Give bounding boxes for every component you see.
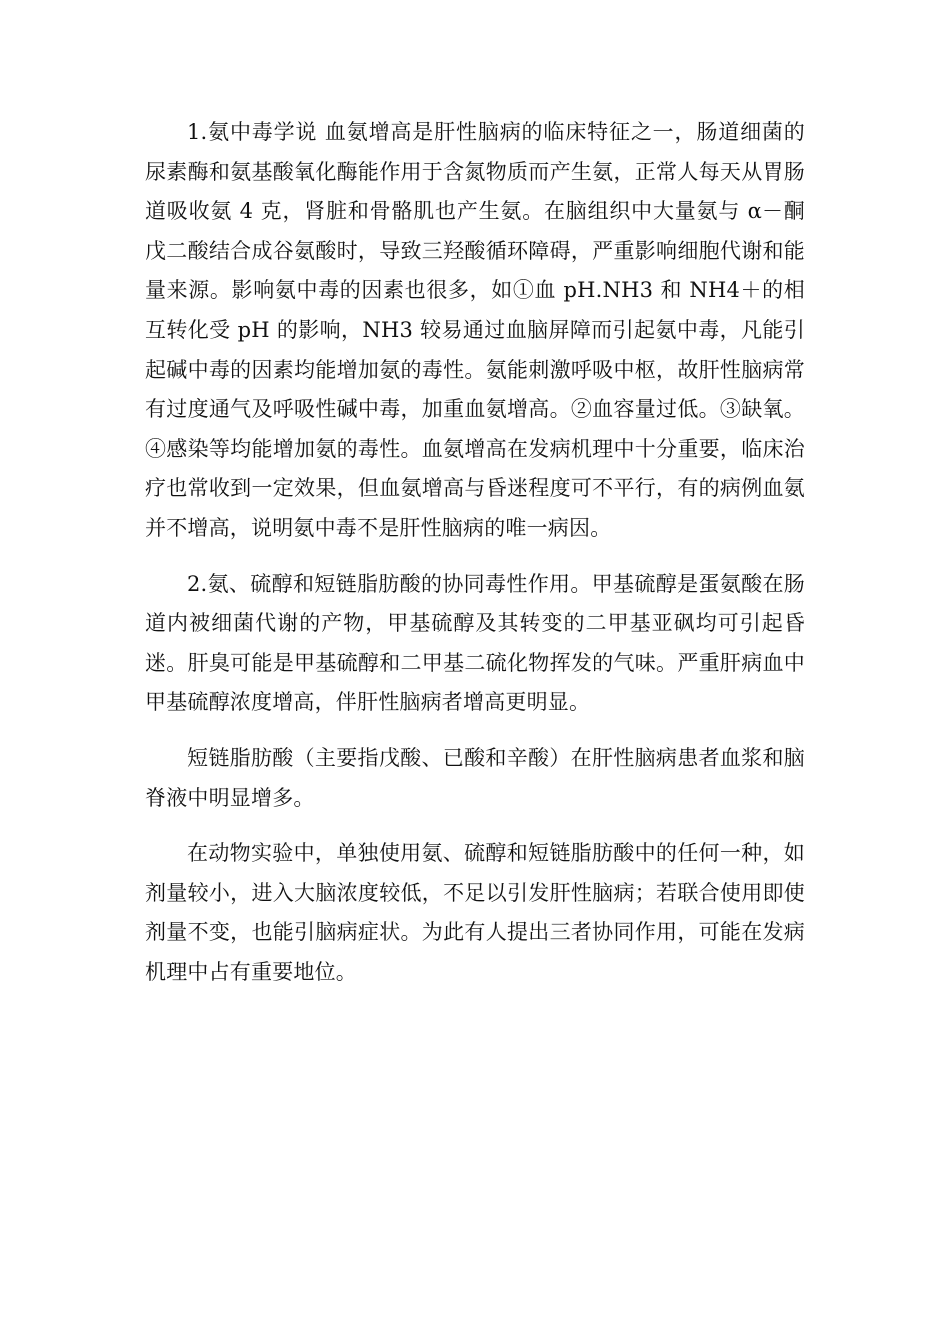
document-page [145, 113, 805, 1008]
paragraph-short-chain-fatty-acids: 短链脂肪酸（主要指戊酸、已酸和辛酸）在肝性脑病患者血浆和脑脊液中明显增多。 [145, 745, 805, 810]
paragraph-ammonia-poisoning: 1.氨中毒学说 血氨增高是肝性脑病的临床特征之一，肠道细菌的尿素酶和氨基酸氧化酶能作用于含氮物质而产生氨，正常人每天从胃肠道吸收氨 4 克，肾脏和骨骼肌也产生氨。在脑组织中大量氨与 α－酮戊二酸结合成谷氨酸时，导致三羟酸循环障碍，严重影响细胞代谢和能量来源。影响氨中毒的因素也很多，如①血 pH.NH3 和 NH4＋的相互转化受 pH 的影响，NH3 较易通过血脑屏障而引起氨中毒，凡能引起碱中毒的因素均能增加氨的毒性。氨能刺激呼吸中枢，故肝性脑病常有过度通气及呼吸性碱中毒，加重血氨增高。②血容量过低。③缺氧。④感染等均能增加氨的毒性。血氨增高在发病机理中十分重要，临床治疗也常收到一定效果，但血氨增高与昏迷程度可不平行，有的病例血氨并不增高，说明氨中毒不是肝性脑病的唯一病因。 [145, 120, 805, 540]
paragraph-animal-experiment: 在动物实验中，单独使用氨、硫醇和短链脂肪酸中的任何一种，如剂量较小，进入大脑浓度较低，不足以引发肝性脑病；若联合使用即使剂量不变，也能引脑病症状。为此有人提出三者协同作用，可能在发病机理中占有重要地位。 [145, 841, 805, 984]
paragraph-synergistic-toxicity: 2.氨、硫醇和短链脂肪酸的协同毒性作用。甲基硫醇是蛋氨酸在肠道内被细菌代谢的产物，甲基硫醇及其转变的二甲基亚砜均可引起昏迷。肝臭可能是甲基硫醇和二甲基二硫化物挥发的气味。严重肝病血中甲基硫醇浓度增高，伴肝性脑病者增高更明显。 [145, 571, 805, 715]
